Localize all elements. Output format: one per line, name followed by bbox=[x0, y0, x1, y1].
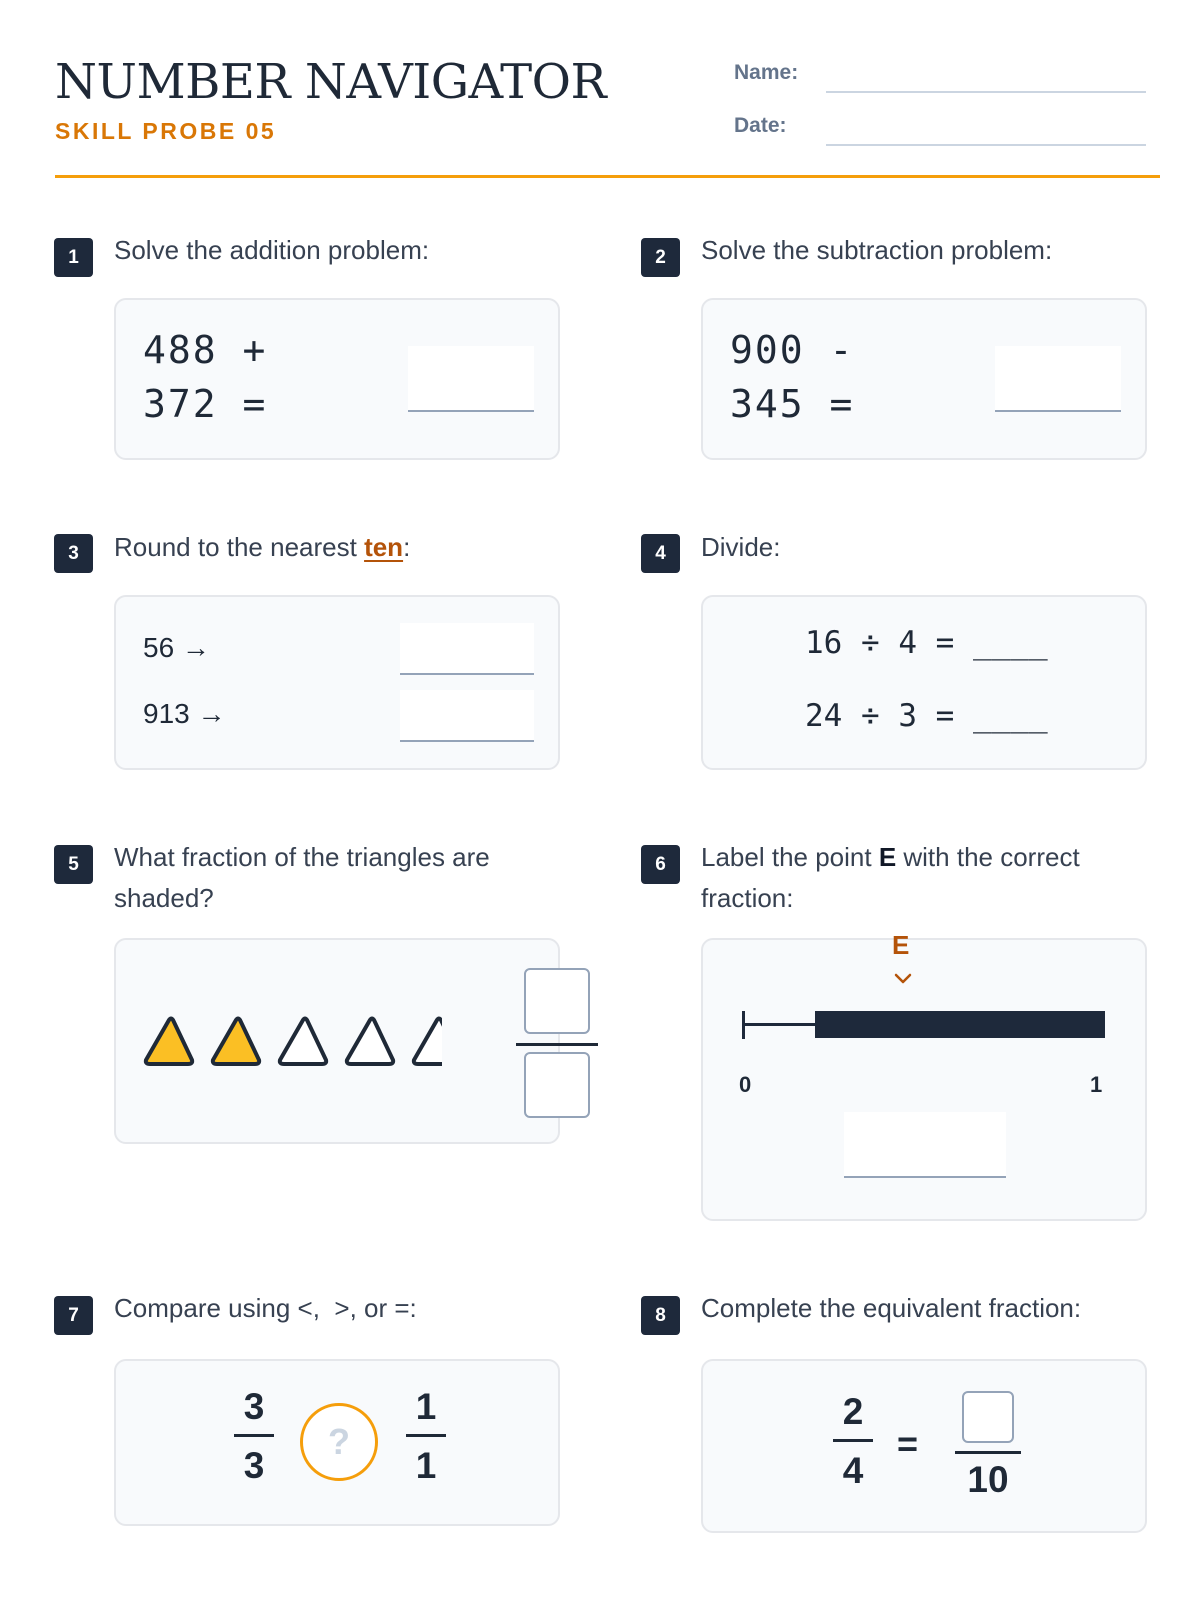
subtraction-line-2: 345 = bbox=[730, 382, 855, 426]
question-number-2: 2 bbox=[641, 238, 680, 277]
header-divider bbox=[55, 175, 1160, 178]
round-item-2: 913 → bbox=[143, 698, 226, 729]
question-number-8: 8 bbox=[641, 1296, 680, 1335]
addition-line-2: 372 = bbox=[143, 382, 268, 426]
shaded-triangle bbox=[213, 1019, 259, 1065]
answer-box-2 bbox=[701, 298, 1147, 460]
subtraction-answer-blank[interactable] bbox=[995, 346, 1121, 412]
given-fraction bbox=[833, 1391, 873, 1492]
fraction-numerator-box[interactable] bbox=[524, 968, 590, 1034]
question-prompt-3: Round to the nearest ten: bbox=[114, 532, 411, 562]
tick-label-end: 1 bbox=[1090, 1072, 1103, 1097]
left-fraction-bar bbox=[234, 1434, 274, 1437]
question-prompt-8: Complete the equivalent fraction: bbox=[701, 1293, 1082, 1323]
highlight-word: ten bbox=[364, 532, 404, 562]
round-item-1: 56 → bbox=[143, 632, 210, 663]
question-number-5: 5 bbox=[54, 845, 93, 884]
subtraction-line-1: 900 - bbox=[730, 328, 855, 372]
question-number-4: 4 bbox=[641, 534, 680, 573]
right-denominator: 1 bbox=[415, 1445, 437, 1486]
question-prompt-6: Label the point E with the correct fraction: bbox=[701, 842, 1080, 913]
target-denominator: 10 bbox=[967, 1459, 1009, 1500]
question-prompt-2: Solve the subtraction problem: bbox=[701, 235, 1053, 265]
right-fraction-bar bbox=[406, 1434, 446, 1437]
worksheet-title: NUMBER NAVIGATOR bbox=[55, 54, 607, 110]
left-numerator: 3 bbox=[243, 1386, 265, 1427]
question-number-3: 3 bbox=[54, 534, 93, 573]
unshaded-triangle bbox=[280, 1019, 326, 1065]
addition-answer-blank[interactable] bbox=[408, 346, 534, 412]
chevron-down-icon bbox=[894, 972, 912, 986]
point-label-e: E bbox=[892, 930, 910, 960]
triangle-set bbox=[142, 1014, 442, 1070]
addition-line-1: 488 + bbox=[143, 328, 268, 372]
given-numerator: 2 bbox=[842, 1391, 864, 1432]
unshaded-triangle bbox=[347, 1019, 393, 1065]
target-fraction-bar bbox=[955, 1451, 1021, 1454]
given-denominator: 4 bbox=[842, 1450, 864, 1491]
answer-box-5 bbox=[114, 938, 560, 1144]
tick-label-start: 0 bbox=[739, 1072, 752, 1097]
question-prompt-4: Divide: bbox=[701, 532, 781, 562]
question-prompt-1: Solve the addition problem: bbox=[114, 235, 430, 265]
comparison-symbol-input[interactable]: ? bbox=[300, 1403, 378, 1481]
right-fraction bbox=[406, 1386, 446, 1487]
name-field[interactable] bbox=[826, 91, 1146, 93]
question-number-1: 1 bbox=[54, 238, 93, 277]
number-line-thick-segment bbox=[815, 1011, 1105, 1038]
date-field[interactable] bbox=[826, 144, 1146, 146]
question-number-6: 6 bbox=[641, 845, 680, 884]
answer-box-3 bbox=[114, 595, 560, 770]
shaded-triangle bbox=[146, 1019, 192, 1065]
answer-box-7 bbox=[114, 1359, 560, 1526]
question-prompt-5: What fraction of the triangles are shaded? bbox=[114, 842, 490, 913]
fraction-denominator-box[interactable] bbox=[524, 1052, 590, 1118]
answer-box-4 bbox=[701, 595, 1147, 770]
equals-sign: = bbox=[897, 1423, 919, 1464]
question-prompt-7: Compare using <, >, or =: bbox=[114, 1293, 417, 1323]
answer-box-6 bbox=[701, 938, 1147, 1221]
point-answer-blank[interactable] bbox=[844, 1112, 1006, 1178]
right-numerator: 1 bbox=[415, 1386, 437, 1427]
worksheet-subtitle: SKILL PROBE 05 bbox=[55, 118, 277, 144]
round-answer-blank-1[interactable] bbox=[400, 623, 534, 675]
round-answer-blank-2[interactable] bbox=[400, 690, 534, 742]
left-denominator: 3 bbox=[243, 1445, 265, 1486]
answer-box-8 bbox=[701, 1359, 1147, 1533]
given-fraction-bar bbox=[833, 1439, 873, 1442]
unshaded-triangle bbox=[414, 1019, 442, 1065]
name-label: Name: bbox=[734, 61, 799, 84]
division-line-1: 16 ÷ 4 = ____ bbox=[805, 625, 1048, 661]
left-fraction bbox=[234, 1386, 274, 1487]
division-line-2: 24 ÷ 3 = ____ bbox=[805, 698, 1048, 734]
answer-box-1 bbox=[114, 298, 560, 460]
fraction-bar bbox=[516, 1043, 598, 1046]
date-label: Date: bbox=[734, 114, 787, 137]
number-line-thin-segment bbox=[743, 1023, 815, 1026]
missing-numerator-box[interactable] bbox=[962, 1391, 1014, 1443]
question-number-7: 7 bbox=[54, 1296, 93, 1335]
